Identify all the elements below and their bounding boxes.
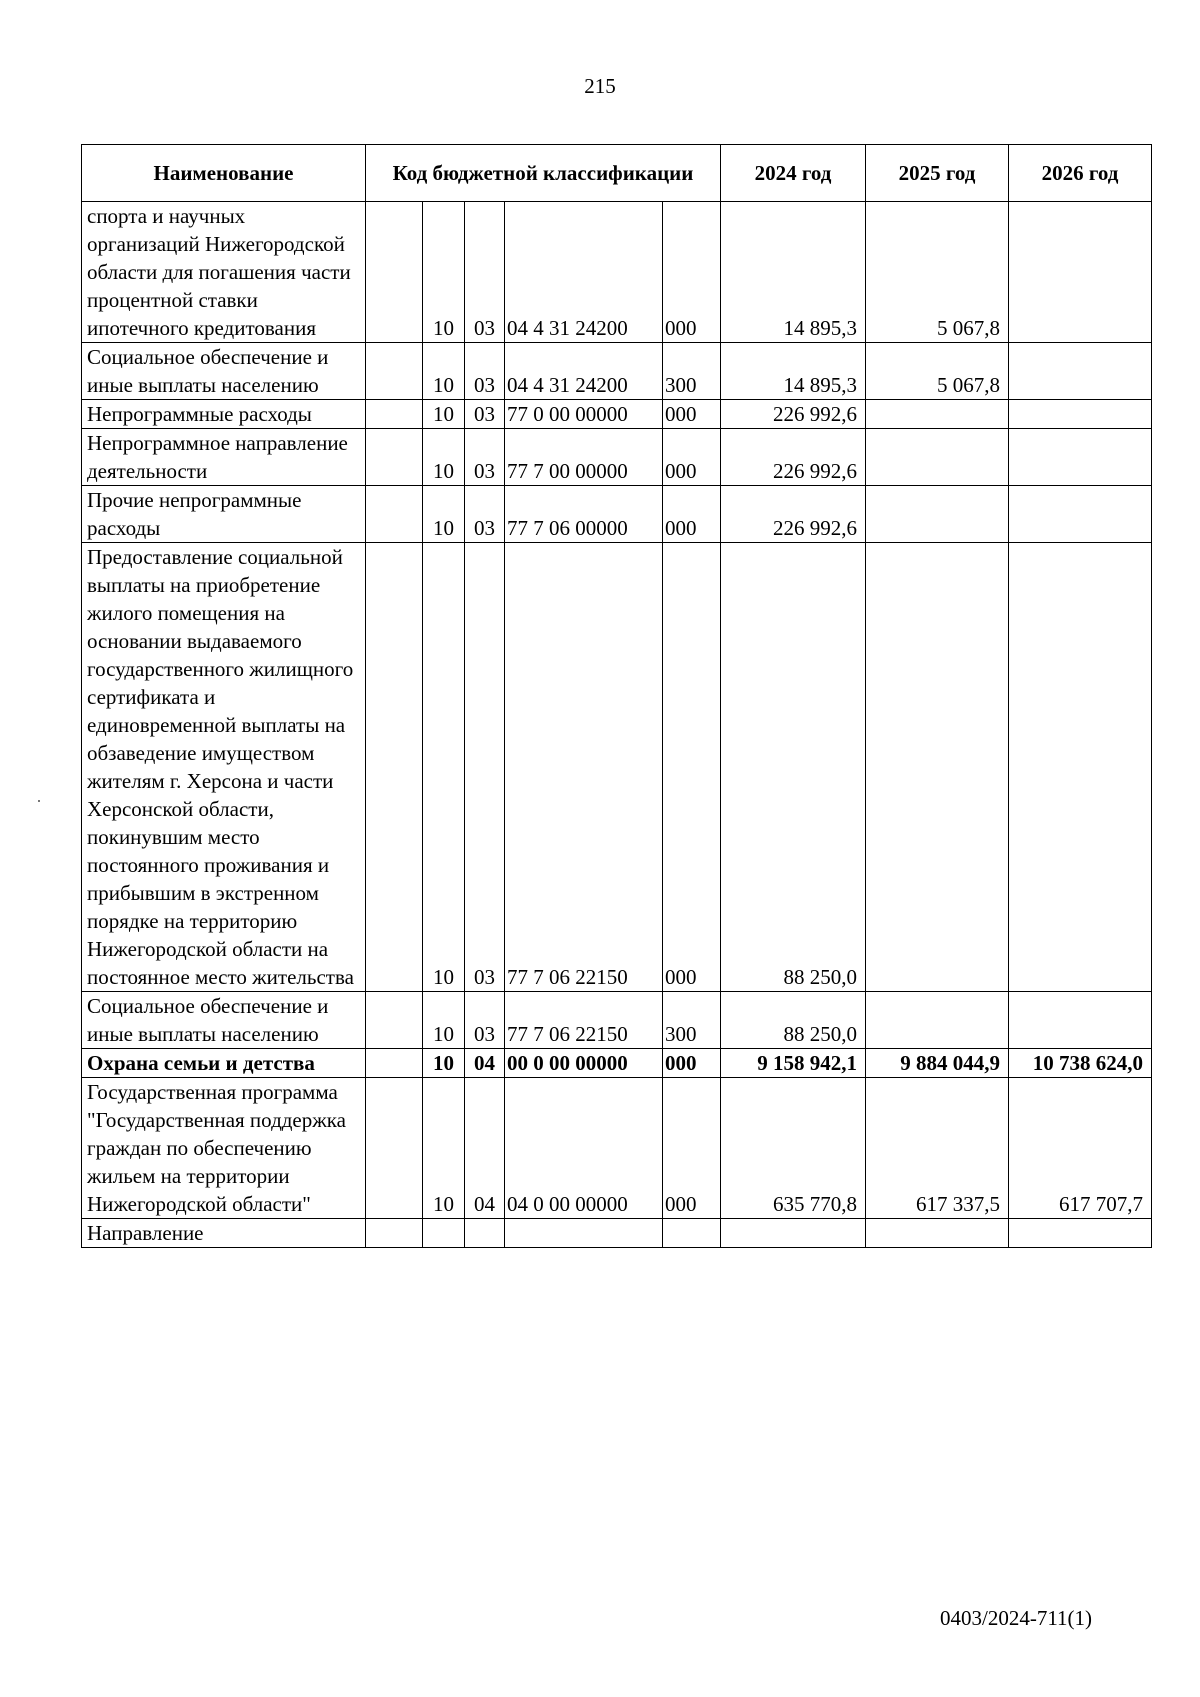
cell-2025: [866, 1219, 1009, 1248]
cell-2026: [1009, 343, 1152, 400]
table-row: [82, 202, 1152, 343]
cell-2025: [866, 429, 1009, 486]
cell-target-article: [505, 1219, 663, 1248]
cell-target-article: 77 7 06 22150: [505, 992, 663, 1049]
cell-2026: [1009, 992, 1152, 1049]
table-row: [82, 486, 1152, 543]
cell-section: 10: [423, 1078, 465, 1219]
cell-section: [423, 1219, 465, 1248]
cell-expense-type: 000: [663, 429, 721, 486]
cell-2025: [866, 486, 1009, 543]
cell-name: Направление: [82, 1219, 366, 1248]
table-row: [82, 400, 1152, 429]
cell-2026: 10 738 624,0: [1009, 1049, 1152, 1078]
cell-name: Прочие непрограммные расходы: [82, 486, 366, 543]
cell-2024: 226 992,6: [721, 400, 866, 429]
cell-2026: [1009, 486, 1152, 543]
cell-expense-type: 300: [663, 343, 721, 400]
cell-subsection: 03: [465, 429, 505, 486]
cell-subsection: 03: [465, 486, 505, 543]
cell-name: Социальное обеспечение и иные выплаты населению: [82, 343, 366, 400]
cell-target-article: 04 0 00 00000: [505, 1078, 663, 1219]
cell-expense-type: 000: [663, 1078, 721, 1219]
document-code: 0403/2024-711(1): [940, 1606, 1093, 1630]
cell-2026: [1009, 543, 1152, 992]
cell-name: спорта и научных организаций Нижегородской области для погашения части процентной ставки ипотечного кредитования: [82, 202, 366, 343]
table-row: [82, 992, 1152, 1049]
table-row: [82, 1049, 1152, 1078]
cell-2024: 635 770,8: [721, 1078, 866, 1219]
cell-expense-type: [663, 1219, 721, 1248]
cell-section: 10: [423, 543, 465, 992]
budget-table: [81, 144, 1152, 1248]
cell-expense-type: 000: [663, 400, 721, 429]
cell-2025: 9 884 044,9: [866, 1049, 1009, 1078]
cell-code-blank: [366, 202, 423, 343]
cell-2024: 88 250,0: [721, 543, 866, 992]
cell-target-article: 77 7 00 00000: [505, 429, 663, 486]
cell-2026: [1009, 202, 1152, 343]
cell-expense-type: 000: [663, 1049, 721, 1078]
cell-target-article: 00 0 00 00000: [505, 1049, 663, 1078]
cell-target-article: 77 0 00 00000: [505, 400, 663, 429]
cell-code-blank: [366, 1219, 423, 1248]
cell-2025: [866, 992, 1009, 1049]
cell-subsection: [465, 1219, 505, 1248]
cell-2024: [721, 1219, 866, 1248]
cell-name: Предоставление социальной выплаты на приобретение жилого помещения на основании выдаваемого государственного жилищного сертификата и единовременной выплаты на обзаведение имуществом жителям г. Херсона и части Херсонской области, покинувшим место постоянного проживания и прибывшим в экстренном порядке на территорию Нижегородской области на постоянное место жительства: [82, 543, 366, 992]
cell-target-article: 77 7 06 22150: [505, 543, 663, 992]
cell-2025: [866, 400, 1009, 429]
cell-expense-type: 000: [663, 486, 721, 543]
table-row: [82, 543, 1152, 992]
cell-2025: 617 337,5: [866, 1078, 1009, 1219]
cell-name: Непрограммное направление деятельности: [82, 429, 366, 486]
cell-subsection: 03: [465, 343, 505, 400]
cell-code-blank: [366, 992, 423, 1049]
header-2024: 2024 год: [721, 145, 866, 202]
cell-section: 10: [423, 486, 465, 543]
cell-2026: [1009, 400, 1152, 429]
cell-2025: 5 067,8: [866, 202, 1009, 343]
table-row: [82, 429, 1152, 486]
cell-subsection: 03: [465, 202, 505, 343]
cell-subsection: 03: [465, 992, 505, 1049]
header-2025: 2025 год: [866, 145, 1009, 202]
cell-code-blank: [366, 1078, 423, 1219]
table-body: [82, 202, 1152, 1248]
cell-2024: 226 992,6: [721, 429, 866, 486]
table-row: [82, 343, 1152, 400]
cell-target-article: 04 4 31 24200: [505, 202, 663, 343]
cell-section: 10: [423, 202, 465, 343]
cell-subsection: 03: [465, 543, 505, 992]
cell-expense-type: 000: [663, 543, 721, 992]
cell-subsection: 03: [465, 400, 505, 429]
scan-speck: [38, 800, 40, 802]
cell-section: 10: [423, 992, 465, 1049]
cell-section: 10: [423, 1049, 465, 1078]
cell-section: 10: [423, 400, 465, 429]
cell-code-blank: [366, 429, 423, 486]
cell-expense-type: 000: [663, 202, 721, 343]
cell-target-article: 04 4 31 24200: [505, 343, 663, 400]
cell-subsection: 04: [465, 1078, 505, 1219]
cell-2024: 14 895,3: [721, 343, 866, 400]
cell-2026: [1009, 429, 1152, 486]
cell-2025: [866, 543, 1009, 992]
cell-section: 10: [423, 343, 465, 400]
cell-code-blank: [366, 400, 423, 429]
cell-subsection: 04: [465, 1049, 505, 1078]
cell-code-blank: [366, 543, 423, 992]
cell-name: Социальное обеспечение и иные выплаты населению: [82, 992, 366, 1049]
header-code: Код бюджетной классификации: [366, 145, 721, 202]
page-number: 215: [584, 74, 616, 98]
cell-2026: [1009, 1219, 1152, 1248]
table-row: [82, 1078, 1152, 1219]
cell-code-blank: [366, 486, 423, 543]
header-2026: 2026 год: [1009, 145, 1152, 202]
cell-2024: 226 992,6: [721, 486, 866, 543]
cell-2024: 88 250,0: [721, 992, 866, 1049]
header-row: [82, 145, 1152, 202]
table-row: [82, 1219, 1152, 1248]
cell-code-blank: [366, 1049, 423, 1078]
header-name: Наименование: [82, 145, 366, 202]
cell-target-article: 77 7 06 00000: [505, 486, 663, 543]
cell-name: Государственная программа "Государственная поддержка граждан по обеспечению жильем на территории Нижегородской области": [82, 1078, 366, 1219]
cell-section: 10: [423, 429, 465, 486]
cell-2025: 5 067,8: [866, 343, 1009, 400]
cell-2024: 9 158 942,1: [721, 1049, 866, 1078]
cell-2026: 617 707,7: [1009, 1078, 1152, 1219]
cell-2024: 14 895,3: [721, 202, 866, 343]
cell-name: Непрограммные расходы: [82, 400, 366, 429]
cell-expense-type: 300: [663, 992, 721, 1049]
cell-name: Охрана семьи и детства: [82, 1049, 366, 1078]
cell-code-blank: [366, 343, 423, 400]
